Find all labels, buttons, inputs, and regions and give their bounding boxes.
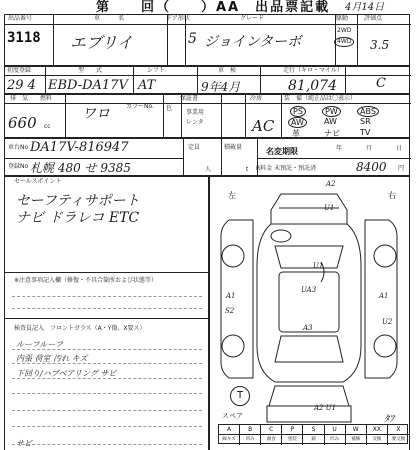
damage-a1-right: A1	[379, 292, 389, 300]
sales-points-label: セールスポイント	[14, 178, 62, 185]
equipment-label: 装 備（純正品は〇表示）	[284, 95, 357, 102]
mileage-label: 走行（キロ・マイル）	[283, 67, 343, 74]
color-label: 色	[166, 105, 173, 112]
inspector-signature: ﾀﾌ	[384, 414, 394, 425]
fuel-label: 燃料	[40, 95, 53, 102]
capacity-label: 定員	[188, 144, 201, 151]
legend-cell	[388, 425, 409, 445]
legend-code: X	[388, 425, 409, 435]
legend-cell	[240, 425, 261, 445]
legend-code: A	[219, 425, 239, 435]
legend-cell	[261, 425, 282, 445]
legend-cell	[303, 425, 324, 445]
model-label: 型 式	[78, 67, 103, 74]
rental-label: レンタ	[186, 119, 204, 126]
recycle-row-label: R料金 未預託・預託済	[256, 165, 317, 172]
month-label: 月	[366, 145, 373, 152]
legend-cell	[325, 425, 346, 445]
notes-title: ※注意事項記入欄（修復・不具合箇所および状態等）	[14, 277, 158, 284]
displacement-label: 排 気	[10, 95, 29, 102]
lot-no-value: 3118	[7, 30, 41, 46]
mileage-value: 81,074	[288, 78, 337, 94]
legend-description: 塗装	[287, 437, 297, 442]
legend-code: XX	[367, 425, 387, 435]
legend-description: 交換	[372, 437, 382, 442]
model-value: EBD-DA17V	[48, 78, 128, 93]
aircon-value: AC	[252, 117, 275, 135]
people-label: 人	[205, 166, 212, 173]
spare-tire-circle: T	[230, 386, 250, 406]
abs-circled: ABS	[357, 106, 379, 117]
shift-value: AT	[138, 78, 156, 93]
car-diagram	[209, 176, 410, 450]
frame-no-value: DA17V-816947	[30, 140, 129, 155]
legend-description: 補修	[351, 437, 361, 442]
frame-no-label: 車台No	[8, 144, 29, 151]
reg-no-label: 登録No	[8, 163, 29, 170]
car-outline	[221, 194, 397, 422]
evaluation-label: 評価点	[364, 15, 383, 22]
grade-label: グレード	[240, 15, 265, 22]
inspector-line-3: 下回り/ハブベアリング サビ	[16, 369, 117, 378]
inspection-label: 車 検	[218, 67, 237, 74]
spare-label: スペア	[222, 412, 243, 420]
yen-label: 円	[398, 165, 405, 172]
damage-u1-mid: U1	[313, 262, 324, 270]
year-label: 年	[336, 145, 343, 152]
sales-points-line-1: セーフティサポート	[16, 193, 140, 209]
aw-label: AW	[324, 117, 337, 126]
reg-no-value: 札幌 480 せ 9385	[30, 161, 131, 175]
legend-code: C	[261, 425, 281, 435]
sales-points-line-2: ナビ ドラレコ ETC	[16, 210, 140, 226]
evaluation-value: 3.5	[370, 38, 390, 52]
legend-description: 凹み	[330, 437, 340, 442]
car-name-label: 車 名	[94, 15, 125, 22]
inspector-line-1: ルーフルーフ	[16, 340, 63, 349]
damage-circle-front	[271, 230, 291, 242]
left-label: 左	[228, 191, 236, 200]
car-name-value: エブリイ	[70, 33, 133, 52]
legend-cell	[219, 425, 240, 445]
legend-code: W	[346, 425, 366, 435]
damage-legend	[218, 424, 408, 444]
legend-code: P	[282, 425, 302, 435]
legend-description: 腐食	[266, 437, 276, 442]
interior-grade: C	[376, 76, 386, 91]
legend-cell	[282, 425, 303, 445]
recycle-fee-value: 8400	[356, 160, 387, 174]
handwritten-date: 4月14日	[345, 2, 385, 13]
first-reg-label: 初度登録	[7, 67, 32, 74]
displacement-value: 660	[8, 114, 37, 132]
cc-label: cc	[44, 123, 51, 130]
door-shape-label: ドア形状	[166, 15, 190, 22]
drive-4wd-circled: 4WD	[334, 37, 354, 47]
business-label: 事業用	[186, 109, 205, 116]
damage-u1-top: U1	[324, 204, 335, 212]
right-label: 右	[388, 191, 396, 200]
legend-description: 線キズ	[222, 437, 236, 442]
aw-hw-label: AW	[288, 117, 307, 128]
legend-code: U	[325, 425, 345, 435]
damage-a3: A3	[303, 324, 313, 332]
inspector-line-2: 内張 荷室 汚れ キズ	[16, 354, 88, 363]
drive-label: 駆動	[336, 15, 349, 22]
legend-code: B	[240, 425, 260, 435]
day-label: 日	[396, 145, 403, 152]
damage-a2-u1-bottom: A2 U1	[314, 404, 337, 412]
lot-no-label: 出品番号	[8, 15, 33, 22]
legend-cell	[367, 425, 388, 445]
damage-ua3: UA3	[301, 286, 317, 294]
inspector-line-4: サビ	[16, 439, 32, 448]
ownership-label: 名変期限	[266, 147, 298, 156]
leather-label: 革	[292, 129, 300, 138]
load-label: 積載量	[224, 144, 243, 151]
warranty-label: 保証書	[180, 95, 199, 102]
color-value: ワロ	[82, 106, 110, 122]
sr-label: SR	[360, 117, 371, 126]
door-shape-value: 5	[188, 31, 197, 47]
grade-value: ジョインターボ	[204, 34, 302, 50]
inspector-notes-label: 検査員記入 フロントガラス（A・Y傷、X要ス）	[14, 325, 146, 332]
drive-2wd: 2WD	[337, 27, 352, 34]
legend-description: 凹み	[245, 437, 255, 442]
shift-label: シフト	[147, 67, 166, 74]
damage-a2-top: A2	[326, 180, 336, 188]
ps-circled: PS	[290, 106, 306, 117]
sheet-title: 第 回（ ）AA 出品票記載	[96, 0, 331, 15]
legend-code: S	[303, 425, 323, 435]
navi-label: ナビ	[324, 129, 340, 138]
tv-label: TV	[360, 128, 371, 137]
ac-label: 冷房	[250, 95, 263, 102]
legend-cell	[346, 425, 367, 445]
damage-s2-left: S2	[225, 307, 235, 315]
inspection-value: 9年4月	[201, 80, 241, 94]
pw-circled: PW	[322, 106, 341, 117]
color-no-label: カラーNo.	[126, 103, 154, 110]
ton-label: t	[246, 166, 249, 173]
damage-a1-left: A1	[226, 292, 236, 300]
damage-u2-right: U2	[382, 318, 393, 326]
legend-description: 要交換	[391, 437, 406, 442]
first-reg-value: 29 4	[7, 78, 36, 93]
legend-description: 錆	[311, 437, 316, 442]
